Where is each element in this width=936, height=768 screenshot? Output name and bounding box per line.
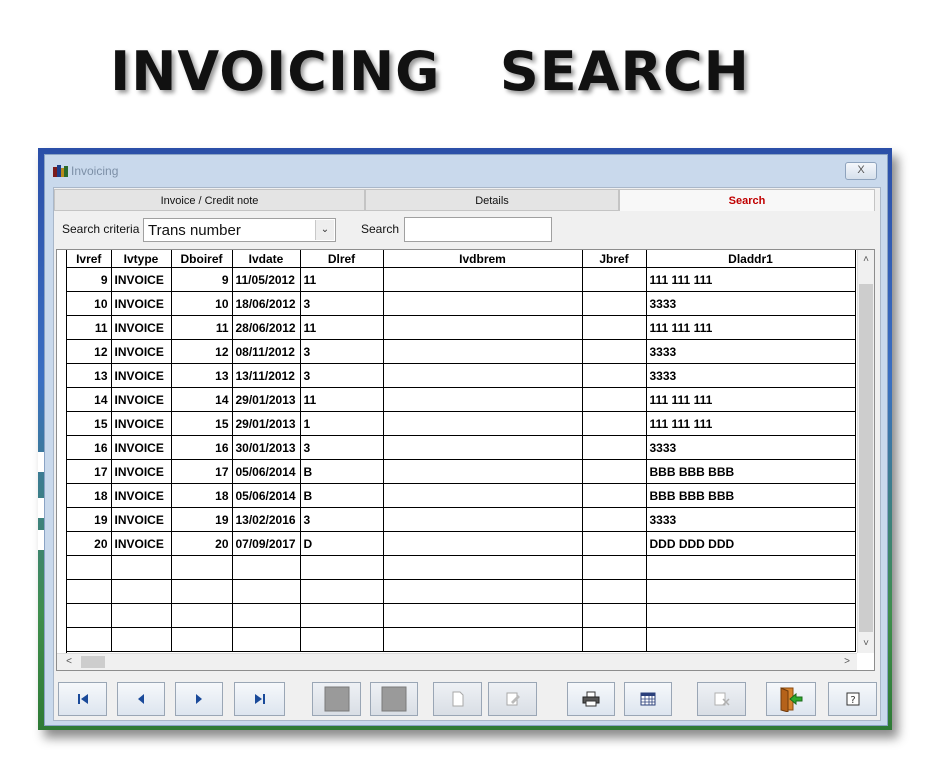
page-heading: INVOICING SEARCH <box>110 40 750 103</box>
new-document-button[interactable] <box>433 682 482 716</box>
column-header-ivdate[interactable]: Ivdate <box>232 250 300 268</box>
cell-ivtype[interactable]: INVOICE <box>111 508 171 532</box>
cell-ivdate[interactable]: 07/09/2017 <box>232 532 300 556</box>
cell-dboiref[interactable]: 11 <box>171 316 232 340</box>
cell-ivdbrem[interactable] <box>383 316 582 340</box>
cell-ivtype[interactable] <box>111 628 171 652</box>
cell-jbref[interactable] <box>582 532 646 556</box>
cell-dboiref[interactable]: 10 <box>171 292 232 316</box>
cell-jbref[interactable] <box>582 292 646 316</box>
cell-dlref[interactable]: 3 <box>300 508 383 532</box>
cell-dladdr1[interactable] <box>646 604 855 628</box>
cell-dboiref[interactable] <box>171 556 232 580</box>
client-area <box>53 187 881 721</box>
cell-dboiref[interactable] <box>171 604 232 628</box>
cell-dladdr1[interactable]: 111 111 111 <box>646 268 855 292</box>
horizontal-scrollbar[interactable] <box>57 653 857 670</box>
column-header-ivdbrem[interactable]: Ivdbrem <box>383 250 582 268</box>
next-record-button[interactable] <box>175 682 223 716</box>
window-title: Invoicing <box>71 164 119 178</box>
cell-dladdr1[interactable]: DDD DDD DDD <box>646 532 855 556</box>
cell-dlref[interactable] <box>300 604 383 628</box>
column-header-ivref[interactable]: Ivref <box>67 250 111 268</box>
cell-dlref[interactable]: B <box>300 460 383 484</box>
cell-ivdate[interactable]: 05/06/2014 <box>232 460 300 484</box>
cell-dladdr1[interactable]: BBB BBB BBB <box>646 460 855 484</box>
cell-ivref[interactable]: 13 <box>67 364 111 388</box>
exit-button[interactable] <box>766 682 816 716</box>
cell-ivtype[interactable]: INVOICE <box>111 532 171 556</box>
cell-jbref[interactable] <box>582 436 646 460</box>
cell-ivdbrem[interactable] <box>383 340 582 364</box>
cell-jbref[interactable] <box>582 628 646 652</box>
cell-ivdate[interactable]: 29/01/2013 <box>232 412 300 436</box>
results-grid <box>56 249 875 671</box>
search-label: Search <box>361 222 400 236</box>
cell-ivdate[interactable] <box>232 556 300 580</box>
cell-ivdate[interactable] <box>232 580 300 604</box>
cell-dlref[interactable]: 3 <box>300 436 383 460</box>
cell-ivref[interactable]: 19 <box>67 508 111 532</box>
cell-ivtype[interactable]: INVOICE <box>111 388 171 412</box>
cell-ivtype[interactable]: INVOICE <box>111 436 171 460</box>
cell-dladdr1[interactable]: 111 111 111 <box>646 412 855 436</box>
blank-square-icon <box>381 686 407 712</box>
print-button[interactable] <box>567 682 615 716</box>
cell-ivref[interactable]: 14 <box>67 388 111 412</box>
close-button[interactable]: X <box>845 162 877 180</box>
cell-dladdr1[interactable] <box>646 556 855 580</box>
cell-ivtype[interactable] <box>111 604 171 628</box>
blank-button-1[interactable] <box>312 682 361 716</box>
cell-jbref[interactable] <box>582 412 646 436</box>
cell-ivref[interactable] <box>67 628 111 652</box>
horizontal-scroll-thumb[interactable] <box>81 656 105 668</box>
next-icon <box>192 692 206 706</box>
cell-ivtype[interactable]: INVOICE <box>111 340 171 364</box>
cell-ivtype[interactable]: INVOICE <box>111 460 171 484</box>
cell-dladdr1[interactable] <box>646 628 855 652</box>
first-icon <box>76 692 90 706</box>
cell-ivref[interactable]: 12 <box>67 340 111 364</box>
table-row[interactable] <box>67 484 855 508</box>
cell-dladdr1[interactable]: 3333 <box>646 436 855 460</box>
cell-ivdate[interactable]: 11/05/2012 <box>232 268 300 292</box>
cell-ivdbrem[interactable] <box>383 580 582 604</box>
empty-table-row[interactable] <box>67 604 855 628</box>
cell-ivdate[interactable]: 30/01/2013 <box>232 436 300 460</box>
help-icon <box>846 692 860 706</box>
cell-ivdbrem[interactable] <box>383 364 582 388</box>
cell-dladdr1[interactable]: 3333 <box>646 364 855 388</box>
first-record-button[interactable] <box>58 682 107 716</box>
cell-dboiref[interactable]: 17 <box>171 460 232 484</box>
calendar-icon <box>640 692 656 706</box>
table-row[interactable] <box>67 460 855 484</box>
cell-dlref[interactable] <box>300 556 383 580</box>
search-criteria-value: Trans number <box>148 222 241 239</box>
cell-dlref[interactable]: 1 <box>300 412 383 436</box>
cell-ivref[interactable]: 16 <box>67 436 111 460</box>
cell-jbref[interactable] <box>582 268 646 292</box>
cell-ivdbrem[interactable] <box>383 436 582 460</box>
cell-dlref[interactable]: B <box>300 484 383 508</box>
cell-ivdbrem[interactable] <box>383 292 582 316</box>
blank-square-icon <box>324 686 350 712</box>
scroll-right-icon[interactable]: > <box>844 656 850 667</box>
cell-ivref[interactable]: 20 <box>67 532 111 556</box>
cell-dboiref[interactable]: 20 <box>171 532 232 556</box>
empty-table-row[interactable] <box>67 556 855 580</box>
vertical-scroll-thumb[interactable] <box>859 284 873 632</box>
tab-details[interactable]: Details <box>365 189 619 211</box>
cell-ivdbrem[interactable] <box>383 484 582 508</box>
cell-jbref[interactable] <box>582 556 646 580</box>
cell-ivref[interactable]: 11 <box>67 316 111 340</box>
cell-ivdbrem[interactable] <box>383 628 582 652</box>
cell-jbref[interactable] <box>582 580 646 604</box>
cell-ivref[interactable] <box>67 556 111 580</box>
cell-dlref[interactable] <box>300 580 383 604</box>
cell-ivtype[interactable]: INVOICE <box>111 268 171 292</box>
printer-icon <box>582 691 600 707</box>
table-row[interactable] <box>67 364 855 388</box>
scroll-left-icon[interactable]: < <box>66 656 72 667</box>
delete-icon <box>713 691 731 707</box>
cell-dboiref[interactable]: 18 <box>171 484 232 508</box>
cell-dboiref[interactable] <box>171 580 232 604</box>
cell-dlref[interactable]: 3 <box>300 364 383 388</box>
cell-ivref[interactable]: 9 <box>67 268 111 292</box>
invoicing-window <box>44 154 888 726</box>
cell-ivdbrem[interactable] <box>383 532 582 556</box>
cell-ivdate[interactable]: 05/06/2014 <box>232 484 300 508</box>
column-header-dladdr1[interactable]: Dladdr1 <box>646 250 855 268</box>
cell-ivtype[interactable]: INVOICE <box>111 364 171 388</box>
cell-ivref[interactable]: 18 <box>67 484 111 508</box>
cell-jbref[interactable] <box>582 340 646 364</box>
cell-jbref[interactable] <box>582 484 646 508</box>
cell-jbref[interactable] <box>582 388 646 412</box>
search-criteria-label: Search criteria <box>62 222 140 236</box>
cell-ivtype[interactable] <box>111 556 171 580</box>
blank-button-2[interactable] <box>370 682 418 716</box>
cell-dlref[interactable]: 11 <box>300 388 383 412</box>
title-bar[interactable] <box>45 155 887 185</box>
cell-ivdbrem[interactable] <box>383 388 582 412</box>
cell-ivdbrem[interactable] <box>383 460 582 484</box>
cell-ivdbrem[interactable] <box>383 412 582 436</box>
results-table <box>67 250 856 652</box>
cell-ivdate[interactable]: 18/06/2012 <box>232 292 300 316</box>
cell-ivdate[interactable]: 29/01/2013 <box>232 388 300 412</box>
cell-ivdate[interactable]: 13/11/2012 <box>232 364 300 388</box>
table-row[interactable] <box>67 316 855 340</box>
cell-dlref[interactable]: 3 <box>300 292 383 316</box>
cell-jbref[interactable] <box>582 460 646 484</box>
previous-icon <box>134 692 148 706</box>
help-button[interactable] <box>828 682 877 716</box>
empty-table-row[interactable] <box>67 580 855 604</box>
cell-ivref[interactable]: 17 <box>67 460 111 484</box>
cell-ivtype[interactable]: INVOICE <box>111 316 171 340</box>
last-record-button[interactable] <box>234 682 285 716</box>
search-criteria-select[interactable] <box>143 218 336 242</box>
edit-icon <box>505 691 521 707</box>
cell-dlref[interactable] <box>300 628 383 652</box>
cell-ivtype[interactable] <box>111 580 171 604</box>
cell-ivdate[interactable]: 13/02/2016 <box>232 508 300 532</box>
cell-ivtype[interactable]: INVOICE <box>111 412 171 436</box>
cell-dladdr1[interactable]: 111 111 111 <box>646 316 855 340</box>
last-icon <box>253 692 267 706</box>
empty-table-row[interactable] <box>67 628 855 652</box>
cell-dboiref[interactable]: 19 <box>171 508 232 532</box>
delete-button[interactable] <box>697 682 746 716</box>
cell-dboiref[interactable]: 15 <box>171 412 232 436</box>
calendar-button[interactable] <box>624 682 672 716</box>
search-input[interactable] <box>404 217 552 242</box>
cell-ivref[interactable] <box>67 604 111 628</box>
edit-button[interactable] <box>488 682 537 716</box>
column-header-dboiref[interactable]: Dboiref <box>171 250 232 268</box>
cell-dboiref[interactable]: 16 <box>171 436 232 460</box>
cell-ivtype[interactable]: INVOICE <box>111 292 171 316</box>
exit-door-icon <box>779 686 803 712</box>
chevron-down-icon[interactable]: ⌄ <box>315 220 334 240</box>
cell-dlref[interactable]: 11 <box>300 268 383 292</box>
cell-ivref[interactable] <box>67 580 111 604</box>
cell-ivdbrem[interactable] <box>383 268 582 292</box>
scroll-up-icon[interactable]: ˄ <box>863 254 869 265</box>
cell-dboiref[interactable]: 13 <box>171 364 232 388</box>
cell-ivdate[interactable]: 28/06/2012 <box>232 316 300 340</box>
cell-dlref[interactable]: 3 <box>300 340 383 364</box>
table-row[interactable] <box>67 268 855 292</box>
scroll-down-icon[interactable]: ˅ <box>863 638 869 649</box>
tab-search[interactable]: Search <box>619 189 875 211</box>
cell-ivtype[interactable]: INVOICE <box>111 484 171 508</box>
cell-jbref[interactable] <box>582 604 646 628</box>
svg-text:?: ? <box>849 695 856 706</box>
cell-ivdate[interactable] <box>232 628 300 652</box>
cell-jbref[interactable] <box>582 364 646 388</box>
table-row[interactable] <box>67 412 855 436</box>
document-icon <box>451 691 465 707</box>
cell-ivref[interactable]: 15 <box>67 412 111 436</box>
table-row[interactable] <box>67 436 855 460</box>
cell-dladdr1[interactable]: BBB BBB BBB <box>646 484 855 508</box>
row-selector-column[interactable] <box>57 250 67 670</box>
table-row[interactable] <box>67 292 855 316</box>
cell-dladdr1[interactable]: 3333 <box>646 508 855 532</box>
cell-dladdr1[interactable] <box>646 580 855 604</box>
cell-ivdbrem[interactable] <box>383 508 582 532</box>
cell-ivdbrem[interactable] <box>383 604 582 628</box>
cell-dladdr1[interactable]: 3333 <box>646 292 855 316</box>
cell-ivdbrem[interactable] <box>383 556 582 580</box>
cell-dboiref[interactable]: 12 <box>171 340 232 364</box>
tab-invoice-credit-note[interactable]: Invoice / Credit note <box>54 189 365 211</box>
table-row[interactable] <box>67 508 855 532</box>
cell-ivdate[interactable]: 08/11/2012 <box>232 340 300 364</box>
cell-dboiref[interactable] <box>171 628 232 652</box>
previous-record-button[interactable] <box>117 682 165 716</box>
column-header-jbref[interactable]: Jbref <box>582 250 646 268</box>
cell-dladdr1[interactable]: 3333 <box>646 340 855 364</box>
table-row[interactable] <box>67 340 855 364</box>
cell-ivdate[interactable] <box>232 604 300 628</box>
column-header-dlref[interactable]: Dlref <box>300 250 383 268</box>
cell-dlref[interactable]: 11 <box>300 316 383 340</box>
cell-dlref[interactable]: D <box>300 532 383 556</box>
cell-ivref[interactable]: 10 <box>67 292 111 316</box>
cell-jbref[interactable] <box>582 316 646 340</box>
cell-jbref[interactable] <box>582 508 646 532</box>
books-icon <box>53 164 68 177</box>
vertical-scrollbar[interactable] <box>857 250 874 653</box>
table-row[interactable] <box>67 388 855 412</box>
cell-dladdr1[interactable]: 111 111 111 <box>646 388 855 412</box>
cell-dboiref[interactable]: 14 <box>171 388 232 412</box>
cell-dboiref[interactable]: 9 <box>171 268 232 292</box>
table-row[interactable] <box>67 532 855 556</box>
column-header-ivtype[interactable]: Ivtype <box>111 250 171 268</box>
